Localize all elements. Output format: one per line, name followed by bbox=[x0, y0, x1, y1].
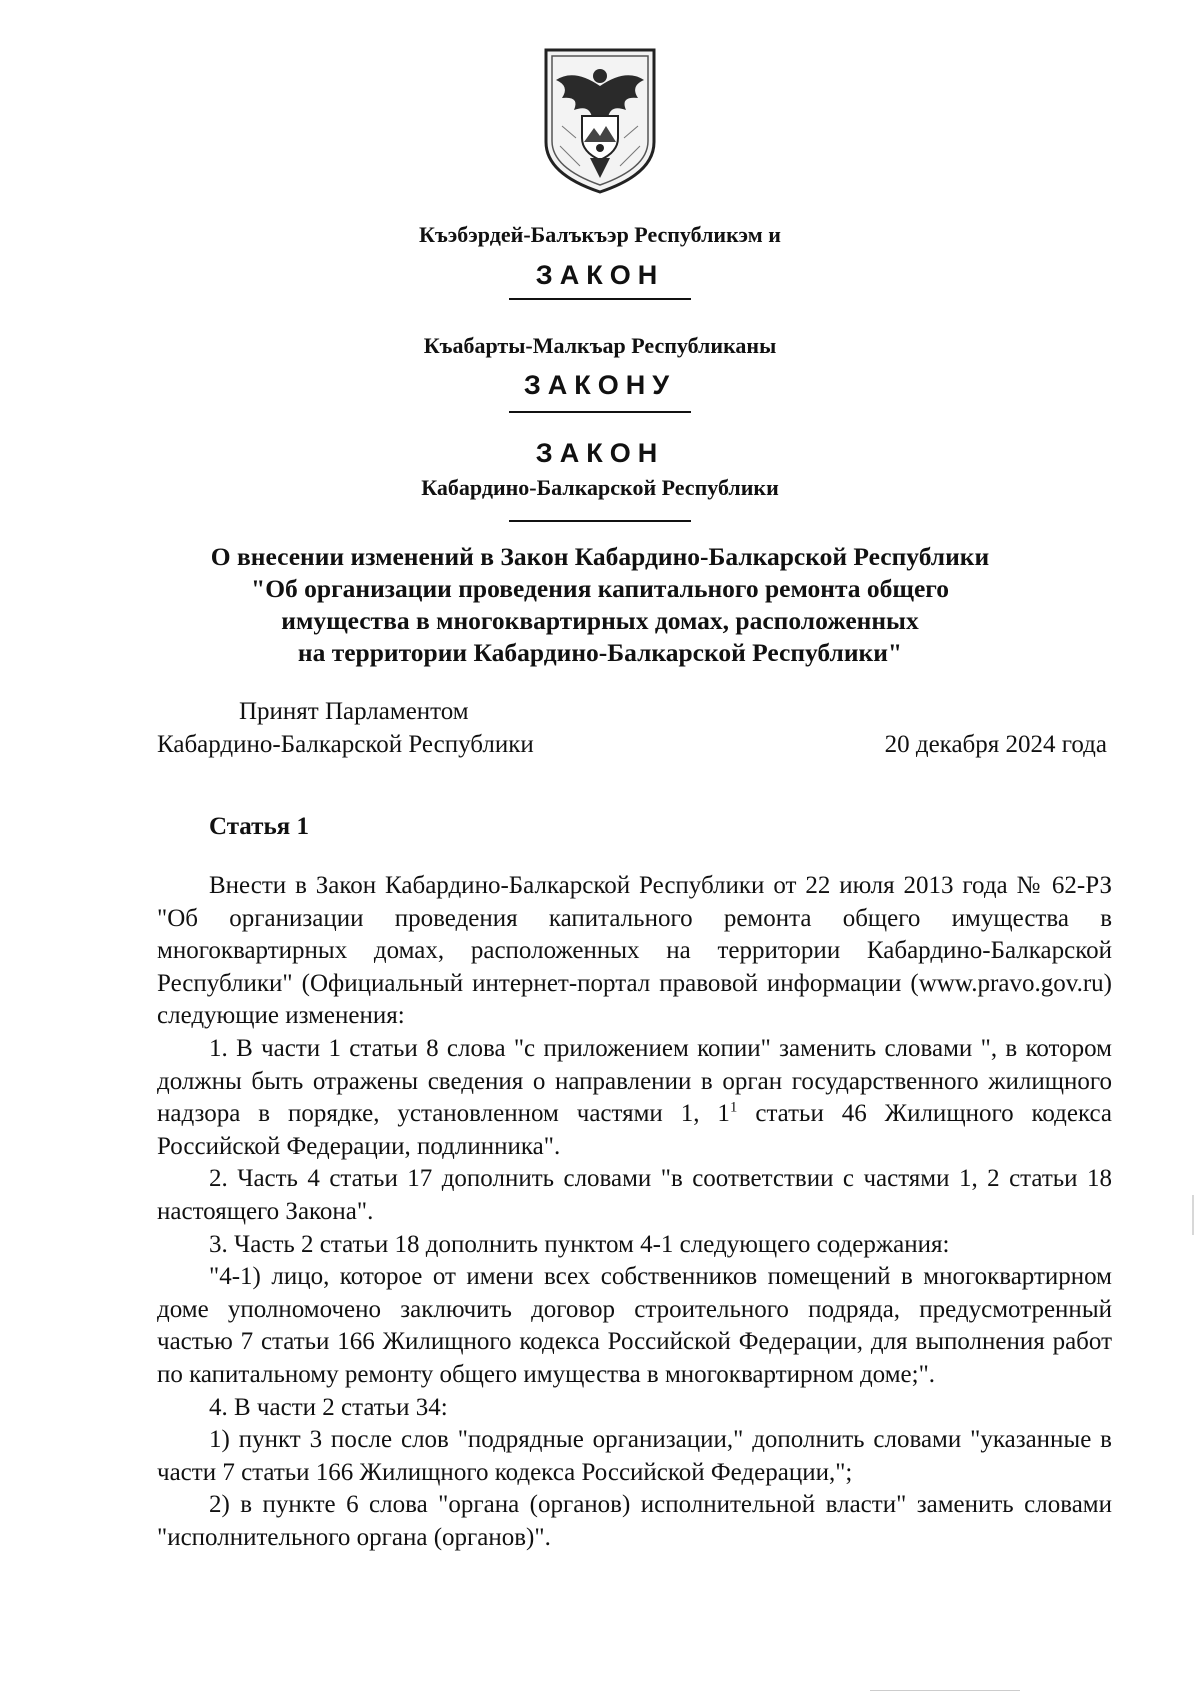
kabardian-republic-line: Къэбэрдей-Балъкъэр Республикэм и bbox=[419, 222, 781, 247]
law-title bbox=[150, 541, 1050, 669]
balkar-republic-line: Къабарты-Малкъар Республиканы bbox=[423, 333, 777, 358]
article-body bbox=[157, 870, 1112, 1554]
superscript: 1 bbox=[729, 1099, 738, 1116]
amendment-text: 1. В части 1 статьи 8 слова "с приложением копии" заменить словами ", в котором должны быть отражены сведения о направлении в орган государственного жилищного надзора в порядке, установленном частями 1, 1 bbox=[157, 1034, 1112, 1128]
divider-line bbox=[509, 411, 691, 413]
amendment-subitem: 2) в пункте 6 слова "органа (органов) исполнительной власти" заменить словами "исполнительного органа (органов)". bbox=[157, 1491, 1112, 1551]
coat-of-arms-emblem bbox=[540, 46, 660, 194]
russian-republic-line: Кабардино-Балкарской Республики bbox=[421, 475, 779, 500]
adopted-by-parliament: Принят Парламентом bbox=[239, 698, 469, 725]
scan-artifact bbox=[870, 1690, 1020, 1691]
amendment-subitem: 1) пункт 3 после слов "подрядные организации," дополнить словами "указанные в части 7 статьи 166 Жилищного кодекса Российской Федерации,"; bbox=[157, 1426, 1112, 1486]
article-heading: Статья 1 bbox=[209, 813, 309, 840]
amendment-item bbox=[157, 1033, 1112, 1163]
law-title-line: имущества в многоквартирных домах, расположенных bbox=[281, 606, 919, 635]
balkar-law-heading: ЗАКОНУ bbox=[523, 370, 677, 400]
law-title-line: О внесении изменений в Закон Кабардино-Балкарской Республики bbox=[210, 542, 990, 571]
divider-line bbox=[509, 520, 691, 522]
law-title-line: на территории Кабардино-Балкарской Республики" bbox=[297, 638, 903, 667]
amendment-quote: "4-1) лицо, которое от имени всех собственников помещений в многоквартирном доме уполномочено заключить договор строительного подряда, предусмотренный частью 7 статьи 166 Жилищного кодекса Российской Федерации, для выполнения работ по капитальному ремонту общего имущества в многоквартирном доме;". bbox=[157, 1263, 1112, 1388]
amendment-item: 4. В части 2 статьи 34: bbox=[209, 1393, 448, 1421]
law-title-line: "Об организации проведения капитального ремонта общего bbox=[251, 574, 949, 603]
amendment-item: 2. Часть 4 статьи 17 дополнить словами "в соответствии с частями 1, 2 статьи 18 настоящего Закона". bbox=[157, 1165, 1112, 1225]
adopted-by-republic: Кабардино-Балкарской Республики bbox=[157, 731, 534, 758]
adoption-date: 20 декабря 2024 года bbox=[884, 731, 1107, 758]
article-intro: Внести в Закон Кабардино-Балкарской Республики от 22 июля 2013 года № 62-РЗ "Об организации проведения капитального ремонта общего имущества в многоквартирных домах, расположенных на территории Кабардино-Балкарской Республики" (Официальный интернет-портал правовой информации (www.pravo.gov.ru) следующие изменения: bbox=[157, 872, 1112, 1030]
amendment-item: 3. Часть 2 статьи 18 дополнить пунктом 4-1 следующего содержания: bbox=[209, 1230, 950, 1258]
scan-artifact bbox=[1192, 1195, 1194, 1235]
kabardian-law-heading: ЗАКОН bbox=[535, 260, 665, 290]
amendment-text: статьи 46 Жилищного кодекса Российской Федерации, подлинника". bbox=[157, 1100, 1112, 1160]
divider-line bbox=[509, 298, 691, 300]
russian-law-heading: ЗАКОН bbox=[535, 438, 665, 468]
